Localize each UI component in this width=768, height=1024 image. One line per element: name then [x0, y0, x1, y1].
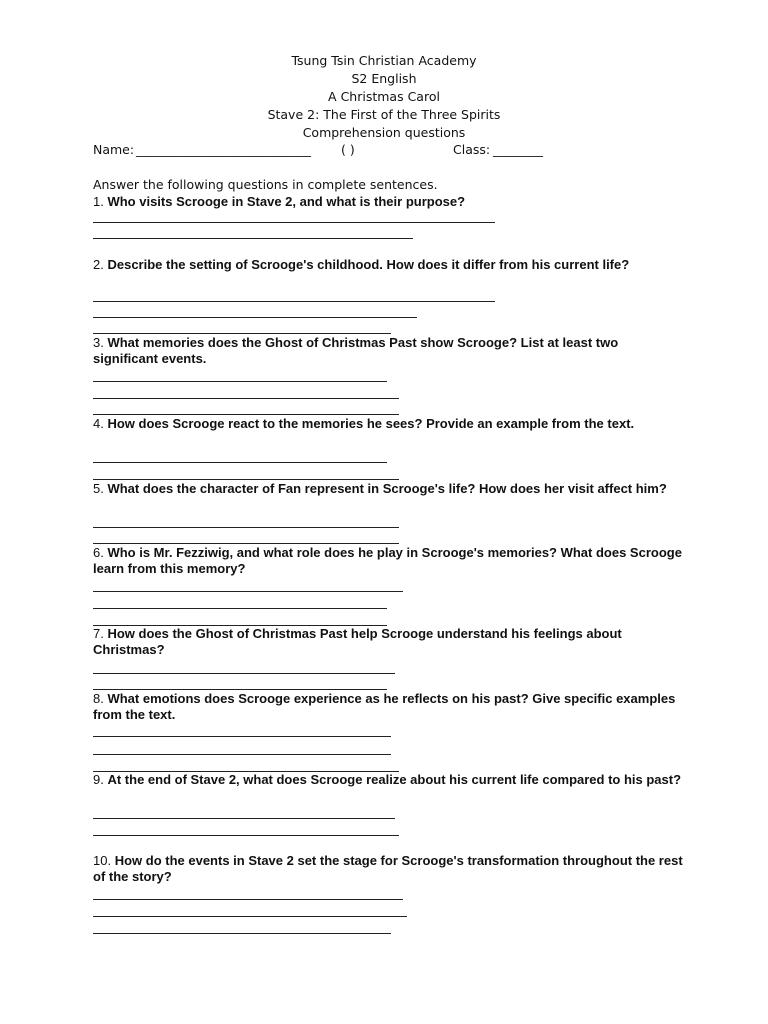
question-4	[93, 416, 683, 432]
question-number: 1.	[93, 194, 104, 209]
question-number: 9.	[93, 772, 104, 787]
question-9	[93, 772, 683, 788]
class-level: S2 English	[351, 71, 417, 86]
class-number-field[interactable]: ( )	[341, 142, 355, 157]
question-6	[93, 545, 683, 577]
answer-line[interactable]	[93, 479, 399, 480]
answer-line[interactable]	[93, 916, 407, 917]
school-name: Tsung Tsin Christian Academy	[291, 53, 477, 68]
answer-line[interactable]	[93, 462, 387, 463]
book-title: A Christmas Carol	[328, 89, 440, 104]
question-2	[93, 257, 683, 273]
question-10	[93, 853, 683, 885]
question-number: 4.	[93, 416, 104, 431]
answer-line[interactable]	[93, 754, 391, 755]
question-3	[93, 335, 683, 367]
chapter-title: Stave 2: The First of the Three Spirits	[267, 107, 501, 122]
question-5	[93, 481, 683, 497]
question-number: 2.	[93, 257, 104, 272]
question-text: What emotions does Scrooge experience as he reflects on his past? Give specific examples from the text.	[93, 691, 676, 722]
answer-line[interactable]	[93, 543, 399, 544]
class-label: Class:	[453, 142, 491, 157]
worksheet-title: Comprehension questions	[302, 125, 466, 140]
answer-line[interactable]	[93, 818, 395, 819]
instructions: Answer the following questions in complete sentences.	[93, 177, 438, 192]
question-8	[93, 691, 683, 723]
name-label: Name:	[93, 142, 135, 157]
question-number: 8.	[93, 691, 104, 706]
question-text: How does the Ghost of Christmas Past help Scrooge understand his feelings about Christmas?	[93, 626, 622, 657]
answer-line[interactable]	[93, 333, 391, 334]
question-number: 10.	[93, 853, 112, 868]
answer-line[interactable]	[93, 933, 391, 934]
question-number: 5.	[93, 481, 104, 496]
answer-line[interactable]	[93, 414, 399, 415]
question-1	[93, 194, 683, 210]
answer-line[interactable]	[93, 835, 399, 836]
question-number: 7.	[93, 626, 104, 641]
question-text: What does the character of Fan represent in Scrooge's life? How does her visit affect him?	[107, 481, 667, 496]
answer-line[interactable]	[93, 317, 417, 318]
name-field[interactable]: ____________________________	[136, 142, 311, 157]
question-text: Describe the setting of Scrooge's childhood. How does it differ from his current life?	[107, 257, 630, 272]
answer-line[interactable]	[93, 222, 495, 223]
question-text: Who visits Scrooge in Stave 2, and what is their purpose?	[107, 194, 466, 209]
question-text: Who is Mr. Fezziwig, and what role does he play in Scrooge's memories? What does Scrooge learn from this memory?	[93, 545, 682, 576]
question-text: At the end of Stave 2, what does Scrooge realize about his current life compared to his past?	[107, 772, 682, 787]
answer-line[interactable]	[93, 381, 387, 382]
answer-line[interactable]	[93, 527, 399, 528]
answer-line[interactable]	[93, 608, 387, 609]
question-number: 3.	[93, 335, 104, 350]
answer-line[interactable]	[93, 238, 413, 239]
answer-line[interactable]	[93, 301, 495, 302]
question-7	[93, 626, 683, 658]
answer-line[interactable]	[93, 591, 403, 592]
answer-line[interactable]	[93, 673, 395, 674]
question-text: How do the events in Stave 2 set the stage for Scrooge's transformation throughout the rest of the story?	[93, 853, 683, 884]
answer-line[interactable]	[93, 398, 399, 399]
question-text: How does Scrooge react to the memories he sees? Provide an example from the text.	[107, 416, 635, 431]
answer-line[interactable]	[93, 689, 387, 690]
class-field[interactable]: ________	[493, 142, 543, 157]
question-number: 6.	[93, 545, 104, 560]
answer-line[interactable]	[93, 736, 391, 737]
question-text: What memories does the Ghost of Christmas Past show Scrooge? List at least two significant events.	[93, 335, 619, 366]
answer-line[interactable]	[93, 899, 403, 900]
